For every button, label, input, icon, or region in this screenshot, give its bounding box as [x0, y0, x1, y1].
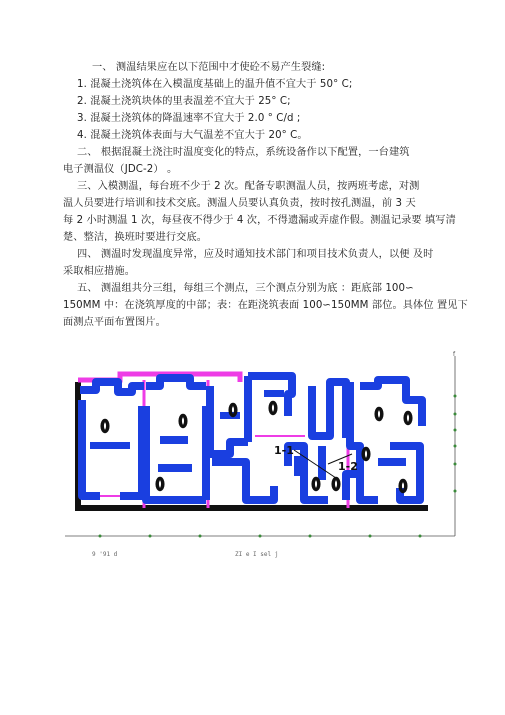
section-1-heading: 一、 测温结果应在以下范围中才使砼不易产生裂缝:: [92, 62, 326, 73]
section-4-line-2: 采取相应措施。: [63, 266, 136, 277]
item-2: 2. 混凝土浇筑块体的里表温差不宜大于 25° C;: [77, 96, 291, 107]
item-4: 4. 混凝土浇筑体表面与大气温差不宜大于 20° C。: [77, 130, 308, 141]
plan-drawing: [60, 346, 470, 570]
section-5-line-1: 五、 测温组共分三组，每组三个测点，三个测点分别为底 ：距底部 100∽: [77, 283, 414, 294]
measurement-point-plan-figure: [60, 346, 470, 570]
section-2-line-1: 二、 根据混凝土浇注时温度变化的特点，系统设备作以下配置，一台建筑: [77, 147, 410, 158]
section-3-line-4: 楚、整洁，换班时要进行交底。: [63, 232, 208, 243]
item-3: 3. 混凝土浇筑体的降温速率不宜大于 2.0 ° C/d ;: [77, 113, 301, 124]
bottom-left-label: 9 '91 d: [92, 551, 118, 558]
section-3-line-3: 每 2 小时测温 1 次，每昼夜不得少于 4 次，不得遗漏或弄虚作假。测温记录要 填写清: [63, 215, 456, 226]
section-4-line-1: 四、 测温时发现温度异常，应及时通知技术部门和项目技术负责人，以便 及时: [77, 249, 434, 260]
section-2-line-2: 电子测温仪（JDC-2） 。: [63, 164, 178, 175]
point-label-1: 1-1: [274, 444, 294, 457]
section-3-line-2: 温人员要进行培训和技术交底。测温人员要认真负责，按时按孔测温，前 3 天: [63, 198, 416, 209]
black-frame: [78, 382, 428, 508]
section-5-line-3: 面测点平面布置图片。: [63, 317, 166, 328]
section-5-line-2: 150MM 中：在浇筑厚度的中部；表：在距浇筑表面 100∽150MM 部位。具体位 置见下: [63, 300, 468, 311]
section-3-line-1: 三、入模测温，每台班不少于 2 次。配备专职测温人员，按两班考虑，对测: [77, 181, 420, 192]
item-1: 1. 混凝土浇筑体在入模温度基础上的温升值不宜大于 50° C;: [77, 79, 353, 90]
bottom-mid-label: ZI e I sel j: [235, 551, 279, 558]
point-label-2: 1-2: [338, 460, 358, 473]
blue-outline: [80, 376, 422, 500]
right-top-label: f: [453, 351, 456, 358]
